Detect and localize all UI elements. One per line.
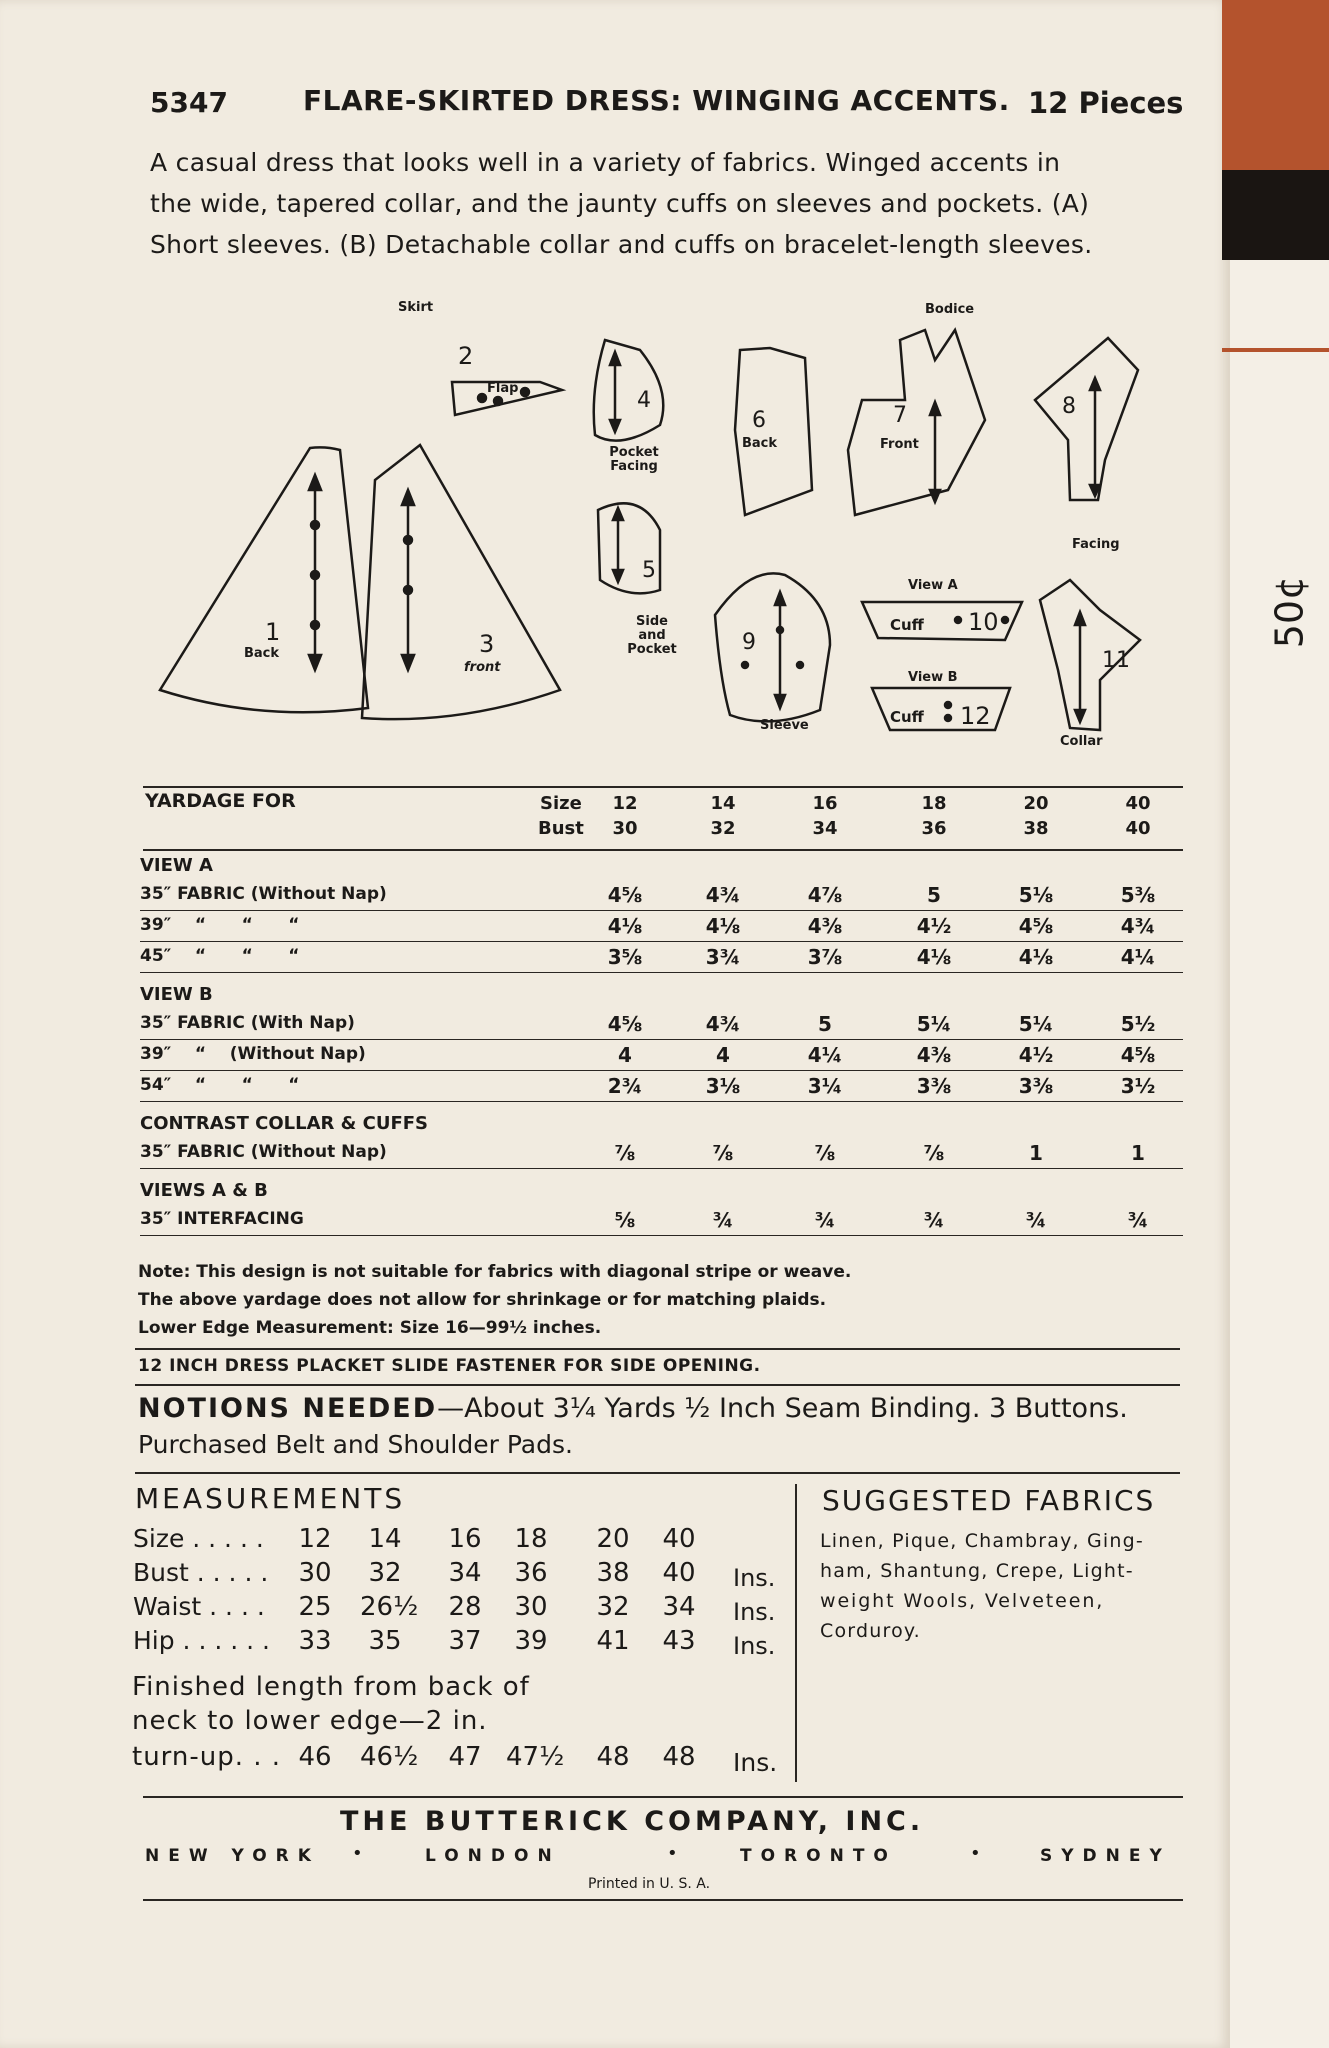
measurement-label: Size . . . . . [133,1524,264,1553]
piece-label-1: Back [244,646,280,661]
measurement-unit: Ins. [733,1598,776,1626]
piece-label-7: Front [880,437,919,452]
yardage-cell: 2¾ [607,1074,643,1098]
table-top-rule [143,786,1183,788]
footer-bottom-rule [143,1899,1183,1901]
bust-col-1: 32 [710,818,736,839]
column-divider [795,1484,797,1782]
piece-number-5: 5 [642,558,656,583]
fastener-top-rule [135,1348,1180,1350]
measurement-value: 14 [368,1524,402,1554]
piece-7-front-bodice [848,330,985,515]
company-name: THE BUTTERICK COMPANY, INC. [340,1806,925,1837]
length-value: 46½ [360,1742,419,1772]
row-rule [140,1039,1183,1040]
yardage-cell: ⅝ [614,1208,636,1232]
yardage-cell: 3⅝ [607,945,643,969]
note-3: Lower Edge Measurement: Size 16—99½ inches. [138,1318,602,1338]
piece-number-2: 2 [458,342,474,370]
notions-detail: —About 3¼ Yards ½ Inch Seam Binding. 3 Buttons. [437,1393,1128,1424]
yardage-cell: 4⅜ [916,1043,952,1067]
size-col-4: 20 [1023,793,1049,814]
yardage-cell: 4⅞ [807,883,843,907]
yardage-cell: 4⅝ [607,883,643,907]
pattern-title: FLARE-SKIRTED DRESS: WINGING ACCENTS. [303,84,1010,117]
section-title: VIEWS A & B [140,1180,268,1201]
yardage-cell: 3⅛ [705,1074,741,1098]
city-name: LONDON [425,1846,561,1866]
measurement-value: 28 [448,1592,482,1622]
measurement-value: 40 [662,1524,696,1554]
measurement-value: 32 [596,1592,630,1622]
yardage-cell: 4⅝ [607,1012,643,1036]
piece-number-3: 3 [479,630,495,658]
notions-bottom-rule [135,1472,1180,1474]
piece-3-front-skirt [362,445,560,719]
piece-number-4: 4 [637,388,651,413]
bust-col-4: 38 [1023,818,1049,839]
measurement-value: 41 [596,1626,630,1656]
printed-in: Printed in U. S. A. [588,1876,711,1892]
measurement-value: 34 [662,1592,696,1622]
piece-number-1: 1 [265,618,281,646]
thin-orange-line [1222,348,1329,352]
fastener-note: 12 INCH DRESS PLACKET SLIDE FASTENER FOR SIDE OPENING. [138,1356,761,1376]
yardage-cell: ⅞ [712,1141,734,1165]
measurements-heading: MEASUREMENTS [135,1482,406,1515]
measurement-value: 35 [368,1626,402,1656]
yardage-cell: ⅞ [614,1141,636,1165]
yardage-cell: 4⅝ [1018,914,1054,938]
group-label-bodice: Bodice [925,302,975,317]
view-b-label: View B [908,670,958,685]
piece-label-5: Side and Pocket [627,614,677,657]
orange-band [1222,0,1329,170]
yardage-cell: 4½ [916,914,952,938]
city-name: NEW YORK [145,1846,320,1866]
yardage-cell: 3¼ [807,1074,843,1098]
row-label: 35″ FABRIC (Without Nap) [140,884,387,904]
row-rule [140,1070,1183,1071]
note-1: Note: This design is not suitable for fabrics with diagonal stripe or weave. [138,1262,852,1282]
table-header-rule [143,849,1183,851]
piece-number-8: 8 [1062,394,1076,419]
piece-number-7: 7 [893,403,907,428]
row-label: 35″ INTERFACING [140,1209,304,1229]
yardage-cell: 1 [1131,1141,1145,1165]
yardage-cell: 4⅜ [807,914,843,938]
measurement-value: 18 [514,1524,548,1554]
yardage-cell: 4⅛ [916,945,952,969]
yardage-cell: 3⅜ [1018,1074,1054,1098]
row-label: 35″ FABRIC (Without Nap) [140,1142,387,1162]
city-name: SYDNEY [1040,1846,1171,1866]
size-col-0: 12 [612,793,638,814]
piece-label-3: front [464,660,501,675]
piece-number-6: 6 [752,408,766,433]
length-value: 47 [448,1742,482,1772]
yardage-cell: 4⅛ [705,914,741,938]
piece-9-sleeve [715,573,830,721]
black-band [1222,170,1329,260]
row-label: 35″ FABRIC (With Nap) [140,1013,355,1033]
row-rule [140,1168,1183,1169]
fabrics-heading: SUGGESTED FABRICS [822,1484,1156,1517]
size-col-5: 40 [1125,793,1151,814]
length-unit: Ins. [733,1748,778,1777]
measurement-value: 12 [298,1524,332,1554]
yardage-cell: 5¼ [1018,1012,1054,1036]
bust-col-0: 30 [612,818,638,839]
piece-label-4: Pocket Facing [609,445,659,474]
length-line-1: Finished length from back of [132,1672,530,1702]
piece-number-11: 11 [1102,648,1130,673]
row-rule [140,1235,1183,1236]
piece-label-6: Back [742,436,778,451]
yardage-cell: ¾ [712,1208,734,1232]
yardage-cell: 3¾ [705,945,741,969]
yardage-cell: 5¼ [916,1012,952,1036]
row-label: 54″ “ “ “ [140,1075,300,1095]
measurement-label: Hip . . . . . . [133,1626,270,1655]
city-name: TORONTO [740,1846,897,1866]
yardage-cell: 4⅝ [1120,1043,1156,1067]
fabrics-line-4: Corduroy. [820,1620,921,1642]
piece-label-2: Flap [487,381,519,396]
yardage-cell: 5 [927,883,941,907]
size-col-3: 18 [921,793,947,814]
yardage-cell: 3⅞ [807,945,843,969]
pattern-pieces-diagram [0,290,1230,770]
row-label: 39″ “ “ “ [140,915,300,935]
piece-1-back-skirt [160,447,368,712]
notions-line-2: Purchased Belt and Shoulder Pads. [138,1430,573,1459]
measurement-unit: Ins. [733,1632,776,1660]
length-value: 47½ [506,1742,565,1772]
yardage-cell: 4⅛ [1018,945,1054,969]
yardage-cell: 4¾ [705,1012,741,1036]
length-value: 48 [662,1742,696,1772]
fabrics-line-1: Linen, Pique, Chambray, Ging- [820,1530,1144,1552]
piece-number-10: 10 [968,608,999,636]
size-label: Size [540,793,582,814]
measurement-value: 40 [662,1558,696,1588]
piece-label-9: Sleeve [760,718,809,733]
notions-line-1 [138,1393,1128,1424]
size-col-2: 16 [812,793,838,814]
piece-number-9: 9 [742,630,756,655]
yardage-cell: ¾ [1127,1208,1149,1232]
yardage-heading: YARDAGE FOR [145,790,296,812]
measurement-value: 33 [298,1626,332,1656]
length-label: turn-up. . . [132,1742,282,1772]
row-rule [140,972,1183,973]
yardage-cell: 4¾ [705,883,741,907]
measurement-value: 43 [662,1626,696,1656]
yardage-cell: 4⅛ [607,914,643,938]
piece-number-12: 12 [960,702,991,730]
yardage-cell: ⅞ [814,1141,836,1165]
yardage-cell: 1 [1029,1141,1043,1165]
measurement-value: 25 [298,1592,332,1622]
city-separator-dot: • [970,1843,981,1864]
price-tag: 50¢ [1267,575,1312,649]
group-label-skirt: Skirt [398,300,434,315]
measurement-value: 16 [448,1524,482,1554]
measurement-unit: Ins. [733,1564,776,1592]
yardage-cell: ¾ [1025,1208,1047,1232]
measurement-label: Waist . . . . [133,1592,265,1621]
pattern-number: 5347 [150,86,228,119]
envelope-edge [1230,0,1329,2048]
yardage-cell: ¾ [814,1208,836,1232]
yardage-cell: 5⅛ [1018,883,1054,907]
length-value: 46 [298,1742,332,1772]
bust-label: Bust [538,818,584,839]
bust-col-3: 36 [921,818,947,839]
yardage-cell: 4¾ [1120,914,1156,938]
yardage-cell: ¾ [923,1208,945,1232]
measurement-value: 39 [514,1626,548,1656]
section-title: VIEW A [140,855,213,876]
measurement-value: 38 [596,1558,630,1588]
yardage-cell: 5½ [1120,1012,1156,1036]
bust-col-2: 34 [812,818,838,839]
city-separator-dot: • [352,1843,363,1864]
description-line-3: Short sleeves. (B) Detachable collar and cuffs on bracelet-length sleeves. [150,230,1093,259]
piece-6-back-bodice [735,348,812,515]
yardage-cell: 4 [716,1043,730,1067]
measurement-value: 30 [298,1558,332,1588]
piece-count: 12 Pieces [1028,86,1184,120]
measurement-value: 32 [368,1558,402,1588]
measurement-value: 34 [448,1558,482,1588]
note-2: The above yardage does not allow for shrinkage or for matching plaids. [138,1290,827,1310]
row-label: 45″ “ “ “ [140,946,300,966]
section-title: VIEW B [140,984,213,1005]
piece-8-facing [1035,338,1138,500]
view-a-label: View A [908,578,958,593]
yardage-cell: 4 [618,1043,632,1067]
fastener-bottom-rule [135,1384,1180,1386]
piece-label-12: Cuff [890,708,924,726]
description-line-2: the wide, tapered collar, and the jaunty cuffs on sleeves and pockets. (A) [150,189,1090,218]
notions-heading: NOTIONS NEEDED [138,1393,438,1424]
measurement-value: 30 [514,1592,548,1622]
row-rule [140,941,1183,942]
measurement-value: 20 [596,1524,630,1554]
measurement-value: 26½ [360,1592,419,1622]
yardage-cell: 3⅜ [916,1074,952,1098]
yardage-cell: ⅞ [923,1141,945,1165]
fabrics-line-3: weight Wools, Velveteen, [820,1590,1105,1612]
size-col-1: 14 [710,793,736,814]
yardage-cell: 4½ [1018,1043,1054,1067]
piece-label-11: Collar [1060,734,1103,749]
piece-label-8: Facing [1072,537,1120,552]
bust-col-5: 40 [1125,818,1151,839]
yardage-cell: 3½ [1120,1074,1156,1098]
yardage-cell: 5 [818,1012,832,1036]
description-line-1: A casual dress that looks well in a variety of fabrics. Winged accents in [150,148,1061,177]
measurement-value: 36 [514,1558,548,1588]
measurement-label: Bust . . . . . [133,1558,269,1587]
length-value: 48 [596,1742,630,1772]
section-title: CONTRAST COLLAR & CUFFS [140,1113,429,1134]
piece-label-10: Cuff [890,616,924,634]
yardage-cell: 5⅜ [1120,883,1156,907]
piece-4-pocket-facing [594,340,664,441]
yardage-cell: 4¼ [1120,945,1156,969]
row-rule [140,1101,1183,1102]
yardage-cell: 4¼ [807,1043,843,1067]
city-separator-dot: • [667,1843,678,1864]
row-label: 39″ “ (Without Nap) [140,1044,366,1064]
measurement-value: 37 [448,1626,482,1656]
footer-top-rule [143,1796,1183,1798]
row-rule [140,910,1183,911]
fabrics-line-2: ham, Shantung, Crepe, Light- [820,1560,1134,1582]
length-line-2: neck to lower edge—2 in. [132,1706,488,1736]
